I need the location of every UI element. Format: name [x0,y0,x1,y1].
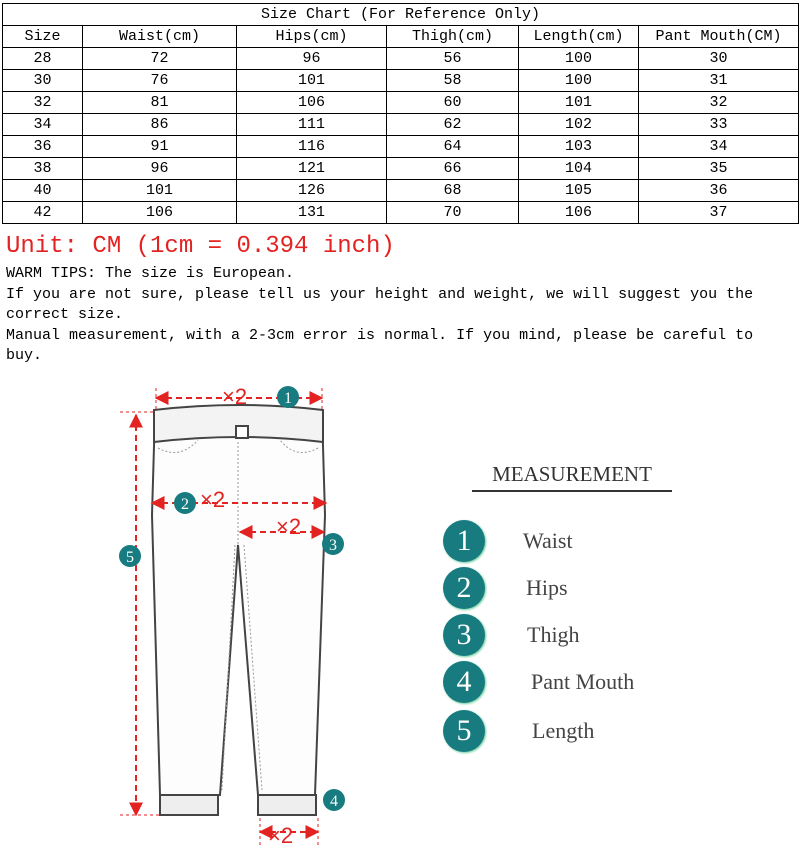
table-cell: 30 [639,48,799,70]
table-cell: 105 [519,180,639,202]
number-5-icon: 5 [443,710,485,752]
table-row [3,202,799,224]
marker-3: 3 [329,537,337,554]
table-cell: 104 [519,158,639,180]
legend-item-thigh [443,614,783,658]
table-cell: 101 [237,70,387,92]
legend-item-length [443,710,783,754]
table-cell: 62 [387,114,519,136]
table-row [3,158,799,180]
table-cell: 96 [83,158,237,180]
times-two-waist: ×2 [222,384,248,409]
tips-line-2: If you are not sure, please tell us your height and weight, we will suggest you the correct size. [6,285,754,323]
table-cell: 36 [3,136,83,158]
table-cell: 58 [387,70,519,92]
legend-item-waist [443,520,783,564]
table-cell: 86 [83,114,237,136]
table-cell: 60 [387,92,519,114]
table-cell: 35 [639,158,799,180]
column-header: Size [3,26,83,48]
table-cell: 121 [237,158,387,180]
legend-item-pant-mouth [443,661,783,705]
table-header-row [3,26,799,48]
table-cell: 91 [83,136,237,158]
table-cell: 40 [3,180,83,202]
times-two-hips: ×2 [200,487,226,512]
table-row [3,48,799,70]
marker-1: 1 [284,390,292,407]
legend-title: MEASUREMENT [472,462,672,492]
table-cell: 116 [237,136,387,158]
tips-line-1: WARM TIPS: The size is European. [6,265,295,282]
table-cell: 34 [3,114,83,136]
table-row [3,70,799,92]
table-cell: 96 [237,48,387,70]
column-header: Hips(cm) [237,26,387,48]
legend-label: Waist [523,528,573,553]
table-cell: 64 [387,136,519,158]
table-cell: 106 [519,202,639,224]
table-row [3,136,799,158]
tips-block [6,264,796,367]
legend-label: Pant Mouth [531,669,635,694]
table-cell: 66 [387,158,519,180]
table-row [3,180,799,202]
table-cell: 126 [237,180,387,202]
table-cell: 111 [237,114,387,136]
table-cell: 56 [387,48,519,70]
table-cell: 106 [83,202,237,224]
times-two-thigh: ×2 [276,514,302,539]
table-cell: 100 [519,48,639,70]
table-cell: 102 [519,114,639,136]
table-cell: 106 [237,92,387,114]
marker-4: 4 [330,793,338,810]
table-cell: 131 [237,202,387,224]
marker-5: 5 [126,549,134,566]
table-cell: 37 [639,202,799,224]
table-cell: 32 [639,92,799,114]
column-header: Waist(cm) [83,26,237,48]
column-header: Pant Mouth(CM) [639,26,799,48]
legend-item-hips [443,567,783,611]
table-body [3,48,799,224]
table-cell: 68 [387,180,519,202]
size-chart-table [2,3,799,224]
table-title: Size Chart (For Reference Only) [3,4,799,26]
legend-label: Thigh [527,622,580,647]
times-two-mouth: ×2 [268,823,294,848]
column-header: Length(cm) [519,26,639,48]
marker-2: 2 [181,496,189,513]
table-cell: 101 [519,92,639,114]
table-cell: 32 [3,92,83,114]
table-cell: 28 [3,48,83,70]
table-cell: 33 [639,114,799,136]
table-cell: 72 [83,48,237,70]
table-cell: 100 [519,70,639,92]
table-cell: 31 [639,70,799,92]
table-cell: 81 [83,92,237,114]
number-3-icon: 3 [443,614,485,656]
number-2-icon: 2 [443,567,485,609]
table-cell: 70 [387,202,519,224]
table-cell: 103 [519,136,639,158]
tips-line-3: Manual measurement, with a 2-3cm error is normal. If you mind, please be careful to buy. [6,326,754,364]
table-row [3,114,799,136]
column-header: Thigh(cm) [387,26,519,48]
table-cell: 36 [639,180,799,202]
table-cell: 30 [3,70,83,92]
table-cell: 38 [3,158,83,180]
table-cell: 76 [83,70,237,92]
table-row [3,92,799,114]
number-1-icon: 1 [443,520,485,562]
unit-note: Unit: CM (1cm = 0.394 inch) [6,233,395,260]
legend-label: Length [532,718,595,743]
table-cell: 34 [639,136,799,158]
number-4-icon: 4 [443,661,485,703]
table-cell: 101 [83,180,237,202]
table-cell: 42 [3,202,83,224]
legend-label: Hips [526,575,568,600]
